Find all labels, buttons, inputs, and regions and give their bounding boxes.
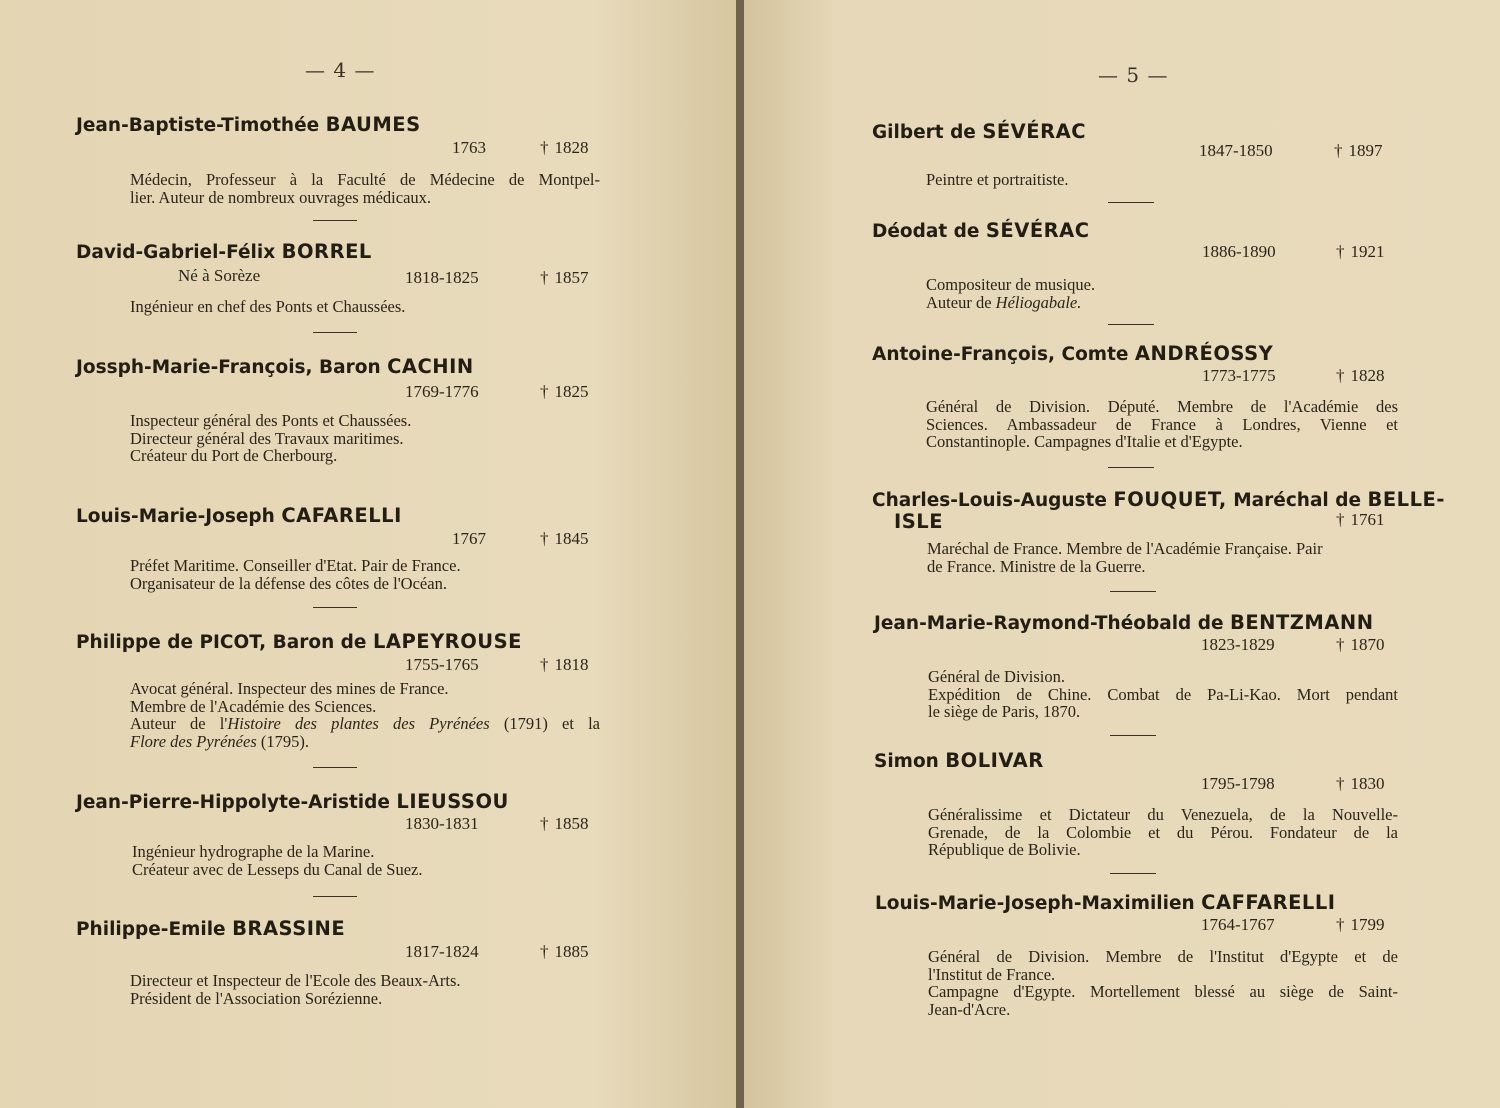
entry-description: Inspecteur général des Ponts et Chaussées. Directeur général des Travaux maritimes. Créateur du Port de Cherbourg. <box>130 411 412 465</box>
left-page <box>0 0 738 1108</box>
entry-years: 1823-1829 <box>1201 635 1275 654</box>
separator-rule <box>1110 591 1156 592</box>
cross-icon: † <box>540 529 549 548</box>
entry-years: 1795-1798 <box>1201 774 1275 793</box>
entry-name: Louis-Marie-Joseph CAFARELLI <box>76 504 402 527</box>
separator-rule <box>1108 467 1154 468</box>
cross-icon: † <box>1336 635 1345 654</box>
separator-rule <box>313 332 357 333</box>
entry-name: Philippe-Emile BRASSINE <box>76 917 346 940</box>
entry-death: † 1858 <box>540 814 589 833</box>
entry-name: Gilbert de SÉVÉRAC <box>872 120 1087 143</box>
entry-death: † 1818 <box>540 655 589 674</box>
entry-name: Philippe de PICOT, Baron de LAPEYROUSE <box>76 630 522 653</box>
entry-name: Jean-Baptiste-Timothée BAUMES <box>76 113 421 136</box>
page-number: — 4 — <box>305 58 376 82</box>
entry-name: Simon BOLIVAR <box>874 749 1044 772</box>
entry-description: Médecin, Professeur à la Faculté de Médecine de Montpel- lier. Auteur de nombreux ouvrages médicaux. <box>130 170 600 207</box>
entry-death: † 1830 <box>1336 774 1385 793</box>
entry-death: † 1825 <box>540 382 589 401</box>
entry-years: 1886-1890 <box>1202 242 1276 261</box>
entry-death: † 1921 <box>1336 242 1385 261</box>
entry-years: 1773-1775 <box>1202 366 1276 385</box>
entry-description: Peintre et portraitiste. <box>926 170 1069 189</box>
separator-rule <box>1108 202 1154 203</box>
entry-name: Charles-Louis-Auguste FOUQUET, Maréchal de BELLE- <box>872 488 1445 511</box>
entry-description: Général de Division. Expédition de Chine. Combat de Pa-Li-Kao. Mort pendant le siège de Paris, 1870. <box>928 667 1398 721</box>
entry-years: 1817-1824 <box>405 942 479 961</box>
entry-death: † 1828 <box>540 138 589 157</box>
entry-years: 1764-1767 <box>1201 915 1275 934</box>
separator-rule <box>1108 324 1154 325</box>
entry-birthplace: Né à Sorèze <box>178 266 261 285</box>
cross-icon: † <box>1336 366 1345 385</box>
entry-description: Généralissime et Dictateur du Venezuela, de la Nouvelle- Grenade, de la Colombie et du Pérou. Fondateur de la République de Bolivie. <box>928 805 1398 859</box>
entry-name: Jean-Marie-Raymond-Théobald de BENTZMANN <box>874 611 1374 634</box>
entry-name: Antoine-François, Comte ANDRÉOSSY <box>872 342 1274 365</box>
entry-description: Maréchal de France. Membre de l'Académie Française. Pair de France. Ministre de la Guerre. <box>927 539 1323 576</box>
entry-death: † 1897 <box>1334 141 1383 160</box>
entry-description: Préfet Maritime. Conseiller d'Etat. Pair de France. Organisateur de la défense des côtes de l'Océan. <box>130 556 461 593</box>
separator-rule <box>313 767 357 768</box>
entry-death: † 1799 <box>1336 915 1385 934</box>
cross-icon: † <box>1336 510 1345 529</box>
cross-icon: † <box>540 138 549 157</box>
entry-name: Jean-Pierre-Hippolyte-Aristide LIEUSSOU <box>76 790 509 813</box>
entry-description: Avocat général. Inspecteur des mines de France. Membre de l'Académie des Sciences. Auteur de l'Histoire des plantes des Pyrénées (1791) et la Flore des Pyrénées (1795). <box>130 679 601 751</box>
cross-icon: † <box>1336 242 1345 261</box>
cross-icon: † <box>1336 915 1345 934</box>
separator-rule <box>1110 873 1156 874</box>
entry-years: 1818-1825 <box>405 268 479 287</box>
separator-rule <box>313 896 357 897</box>
separator-rule <box>313 607 357 608</box>
entry-years: 1763 <box>452 138 486 157</box>
right-page <box>744 0 1500 1108</box>
cross-icon: † <box>1334 141 1343 160</box>
cross-icon: † <box>540 814 549 833</box>
entry-description: Ingénieur hydrographe de la Marine. Créateur avec de Lesseps du Canal de Suez. <box>132 842 423 879</box>
entry-years: 1830-1831 <box>405 814 479 833</box>
entry-death: † 1761 <box>1336 510 1385 529</box>
entry-description: Ingénieur en chef des Ponts et Chaussées. <box>130 297 406 316</box>
separator-rule <box>1110 735 1156 736</box>
entry-name-continued: ISLE <box>894 510 944 533</box>
cross-icon: † <box>540 268 549 287</box>
entry-death: † 1885 <box>540 942 589 961</box>
entry-years: 1769-1776 <box>405 382 479 401</box>
separator-rule <box>313 220 357 221</box>
entry-name: David-Gabriel-Félix BORREL <box>76 240 372 263</box>
entry-death: † 1857 <box>540 268 589 287</box>
entry-death: † 1828 <box>1336 366 1385 385</box>
entry-description: Général de Division. Membre de l'Institut d'Egypte et de l'Institut de France. Campagne d'Egypte. Mortellement blessé au siège de Saint- Jean-d'Acre. <box>928 947 1398 1019</box>
entry-years: 1755-1765 <box>405 655 479 674</box>
entry-death: † 1845 <box>540 529 589 548</box>
entry-years: 1847-1850 <box>1199 141 1273 160</box>
page-number: — 5 — <box>1098 63 1169 87</box>
cross-icon: † <box>1336 774 1345 793</box>
entry-description: Directeur et Inspecteur de l'Ecole des Beaux-Arts. Président de l'Association Sorézienne. <box>130 971 461 1008</box>
cross-icon: † <box>540 382 549 401</box>
entry-years: 1767 <box>452 529 486 548</box>
entry-description: Général de Division. Député. Membre de l'Académie des Sciences. Ambassadeur de France à Londres, Vienne et Constantinople. Campagnes d'Italie et d'Egypte. <box>926 397 1398 451</box>
entry-death: † 1870 <box>1336 635 1385 654</box>
entry-name: Louis-Marie-Joseph-Maximilien CAFFARELLI <box>875 891 1336 914</box>
cross-icon: † <box>540 655 549 674</box>
entry-description: Compositeur de musique. Auteur de Héliogabale. <box>926 275 1096 312</box>
entry-name: Jossph-Marie-François, Baron CACHIN <box>76 355 474 378</box>
cross-icon: † <box>540 942 549 961</box>
entry-name: Déodat de SÉVÉRAC <box>872 219 1090 242</box>
